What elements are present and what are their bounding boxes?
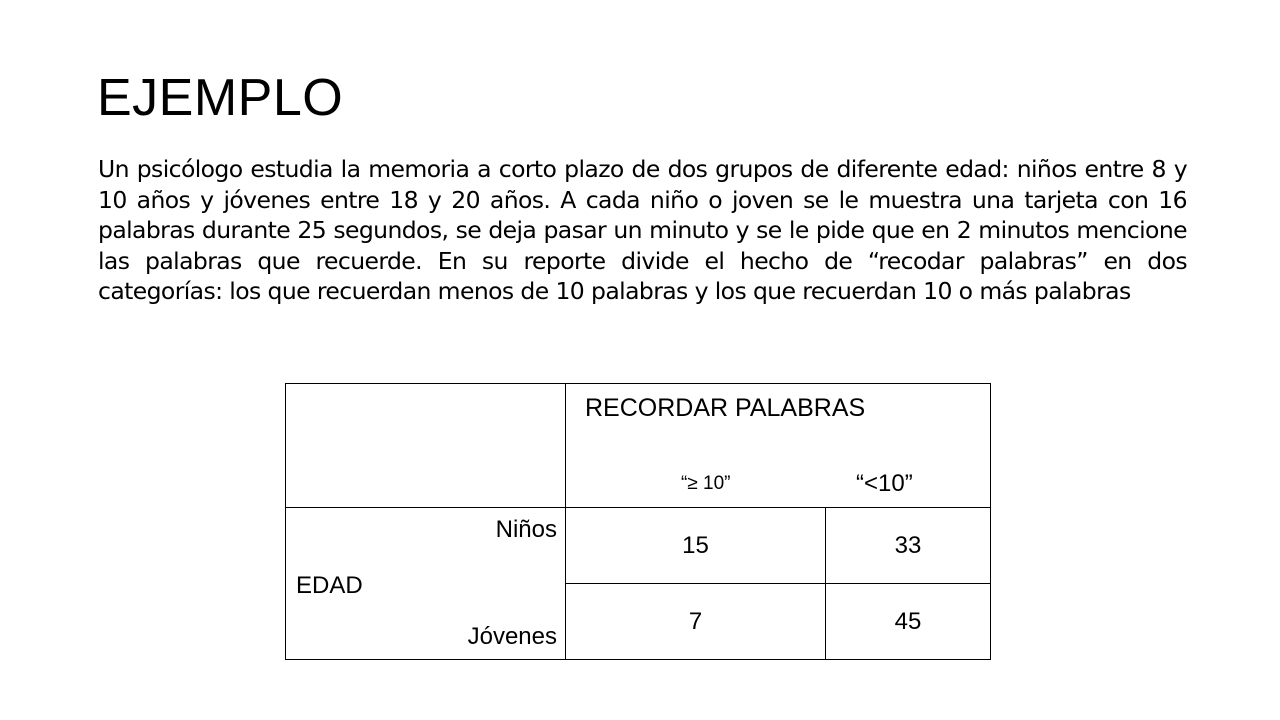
row-label-ninos: Niños [495,516,557,543]
slide-title: EJEMPLO [97,69,344,127]
column-header-lt-10: “<10” [856,470,913,497]
table-cell: 45 [826,584,991,660]
column-header-ge-10: “≥ 10” [681,473,731,494]
row-group-header-cell [286,508,566,660]
slide-body-text: Un psicólogo estudia la memoria a corto plazo de dos grupos de diferente edad: niños entre 8 y 10 años y jóvenes entre 18 y 20 años. A cada niño o joven se le muestra una tarjeta con 16 palabras durante 25 segundos, se deja pasar un minuto y se le pide que en 2 minutos mencione las palabras que recuerde. En su reporte divide el hecho de “recodar palabras” en dos categorías: los que recuerdan menos de 10 palabras y los que recuerdan 10 o más palabras [98,155,1187,305]
table-header-row [286,384,991,508]
contingency-table [285,383,991,660]
row-label-jovenes: Jóvenes [467,623,557,650]
column-group-header: RECORDAR PALABRAS [585,394,866,422]
column-group-header-cell [566,384,991,508]
table-corner-cell [286,384,566,508]
table-cell: 15 [566,508,826,584]
table-row [286,508,991,584]
table-cell: 33 [826,508,991,584]
row-group-header: EDAD [296,572,363,599]
table-cell: 7 [566,584,826,660]
